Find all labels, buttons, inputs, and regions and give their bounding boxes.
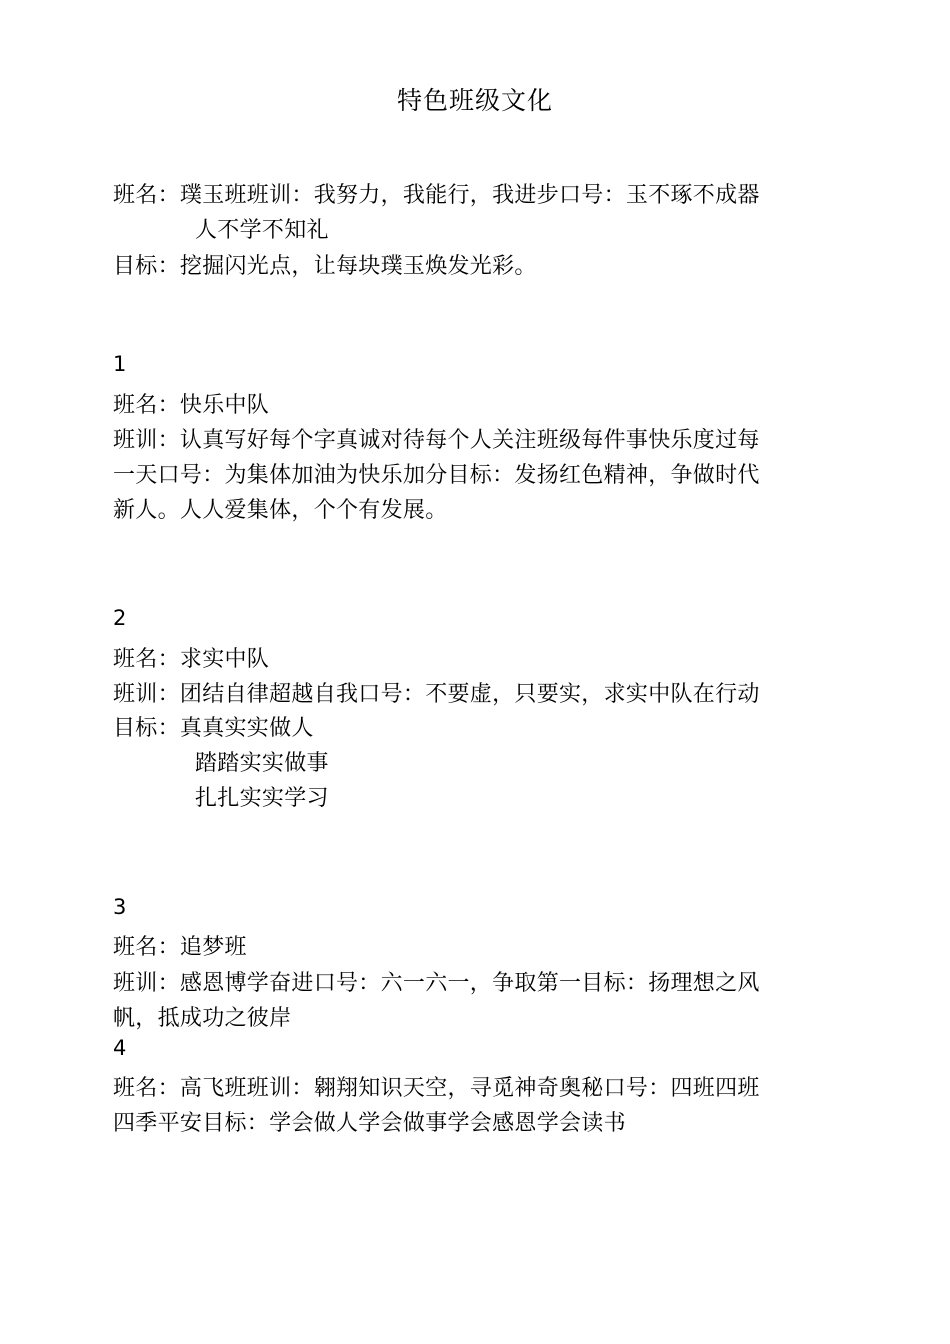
document-title: 特色班级文化 xyxy=(396,86,553,115)
class-slogan: 一天口号：为集体加油为快乐加分目标：发扬红色精神，争做时代 xyxy=(113,463,760,488)
class-goal-item: 扎扎实实学习 xyxy=(195,786,329,811)
class-motto: 班训：感恩博学奋进口号：六一六一，争取第一目标：扬理想之风 xyxy=(113,971,760,996)
section-number: 4 xyxy=(113,1036,127,1060)
class-name: 班名：求实中队 xyxy=(113,647,270,672)
intro-class-info-continued: 人不学不知礼 xyxy=(195,218,329,243)
class-goal: 新人。人人爱集体，个个有发展。 xyxy=(113,498,448,523)
intro-class-info: 班名：璞玉班班训：我努力，我能行，我进步口号：玉不琢不成器 xyxy=(113,183,760,208)
class-goal: 帆，抵成功之彼岸 xyxy=(113,1006,292,1031)
class-goal: 目标：真真实实做人 xyxy=(113,716,314,741)
class-goal-item: 踏踏实实做事 xyxy=(195,751,329,776)
class-name: 班名：高飞班班训：翱翔知识天空，寻觅神奇奥秘口号：四班四班 xyxy=(113,1076,760,1101)
intro-goal: 目标：挖掘闪光点，让每块璞玉焕发光彩。 xyxy=(113,254,537,279)
section-number: 2 xyxy=(113,606,127,630)
class-goal: 四季平安目标：学会做人学会做事学会感恩学会读书 xyxy=(113,1111,626,1136)
section-number: 3 xyxy=(113,895,127,919)
class-motto: 班训：认真写好每个字真诚对待每个人关注班级每件事快乐度过每 xyxy=(113,428,760,453)
section-number: 1 xyxy=(113,352,127,376)
class-name: 班名：追梦班 xyxy=(113,935,247,960)
class-motto: 班训：团结自律超越自我口号：不要虚，只要实，求实中队在行动 xyxy=(113,682,760,707)
class-name: 班名：快乐中队 xyxy=(113,393,270,418)
